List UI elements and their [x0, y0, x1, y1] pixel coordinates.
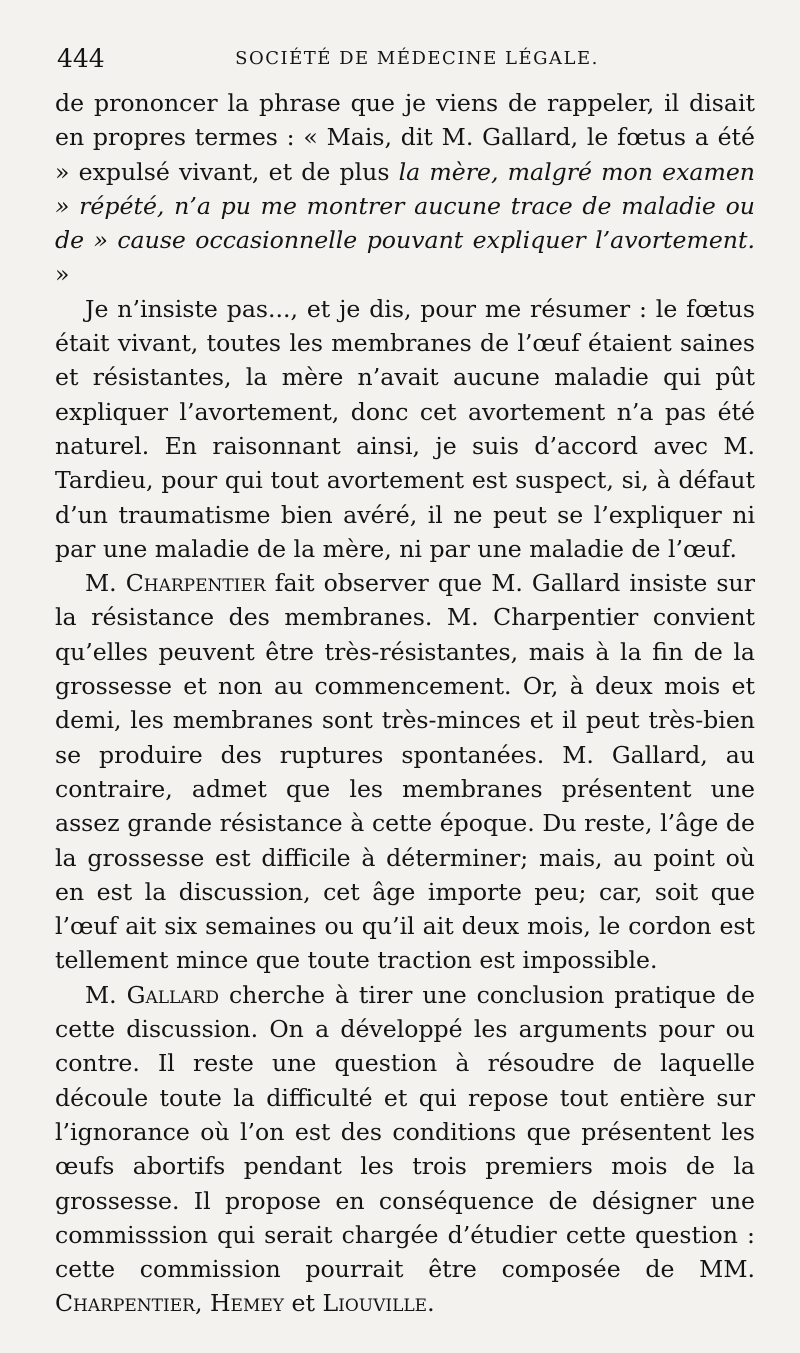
speaker-prefix: M. [85, 980, 127, 1009]
running-head: SOCIÉTÉ DE MÉDECINE LÉGALE. [235, 48, 599, 69]
separator: , [194, 1289, 210, 1318]
member-name-2: Hemey [209, 1289, 284, 1318]
paragraph-4-text: cherche à tirer une conclusion pratique de cette discussion. On a développé les arguments pour ou contre. Il reste une question à résoudre de laquelle découle toute la difficulté et qui repose tout entière sur l’ignorance où l’on est des conditions que présentent les œufs abortifs pendant les trois premiers mois de la grossesse. Il propose en conséquence de désigner une commisssion qui serait chargée d’étudier cette question : cette commission pourrait être composée de MM. [55, 980, 755, 1284]
paragraph-3 [55, 566, 755, 978]
closing-quote: » [55, 260, 70, 289]
quoted-italic-text: la mère, malgré mon examen » répété, n’a pu me montrer aucune trace de maladie ou de » cause occasionnelle pouvant expliquer l’avortement. [55, 157, 756, 255]
member-name-1: Charpentier [55, 1289, 195, 1318]
speaker-name: Gallard [126, 980, 220, 1009]
paragraph-2: Je n’insiste pas..., et je dis, pour me résumer : le fœtus était vivant, toutes les membranes de l’œuf étaient saines et résistantes, la mère n’avait aucune maladie qui pût expliquer l’avortement, donc cet avortement n’a pas été naturel. En raisonnant ainsi, je suis d’accord avec M. Tardieu, pour qui tout avortement est suspect, si, à défaut d’un traumatisme bien avéré, il ne peut se l’expliquer ni par une maladie de la mère, ni par une maladie de l’œuf. [55, 294, 755, 563]
member-name-3: Liouville [322, 1289, 428, 1318]
paragraph-4 [55, 978, 755, 1321]
paragraph-1 [55, 86, 755, 292]
speaker-name: Charpentier [125, 569, 266, 598]
final-period: . [427, 1289, 435, 1318]
page-number: 444 [57, 44, 105, 73]
speaker-prefix: M. [85, 569, 126, 598]
paragraph-3-text: fait observer que M. Gallard insiste sur la résistance des membranes. M. Charpentier convient qu’elles peuvent être très-résistantes, mais à la fin de la grossesse et non au commencement. Or, à deux mois et demi, les membranes sont très-minces et il peut très-bien se produire des ruptures spontanées. M. Gallard, au contraire, admet que les membranes présentent une assez grande résistance à cette époque. Du reste, l’âge de la grossesse est difficile à déterminer; mais, au point où en est la discussion, cet âge importe peu; car, soit que l’œuf ait six semaines ou qu’il ait deux mois, le cordon est tellement mince que toute traction est impossible. [55, 569, 755, 975]
body-text [55, 86, 755, 1321]
conjunction: et [283, 1289, 323, 1318]
page-header [57, 40, 747, 80]
paragraph-1-text: de prononcer la phrase que je viens de rappeler, il disait en propres termes : « Mais, dit M. Gallard, le fœtus a été » expulsé vivant, et de plus [55, 89, 755, 186]
